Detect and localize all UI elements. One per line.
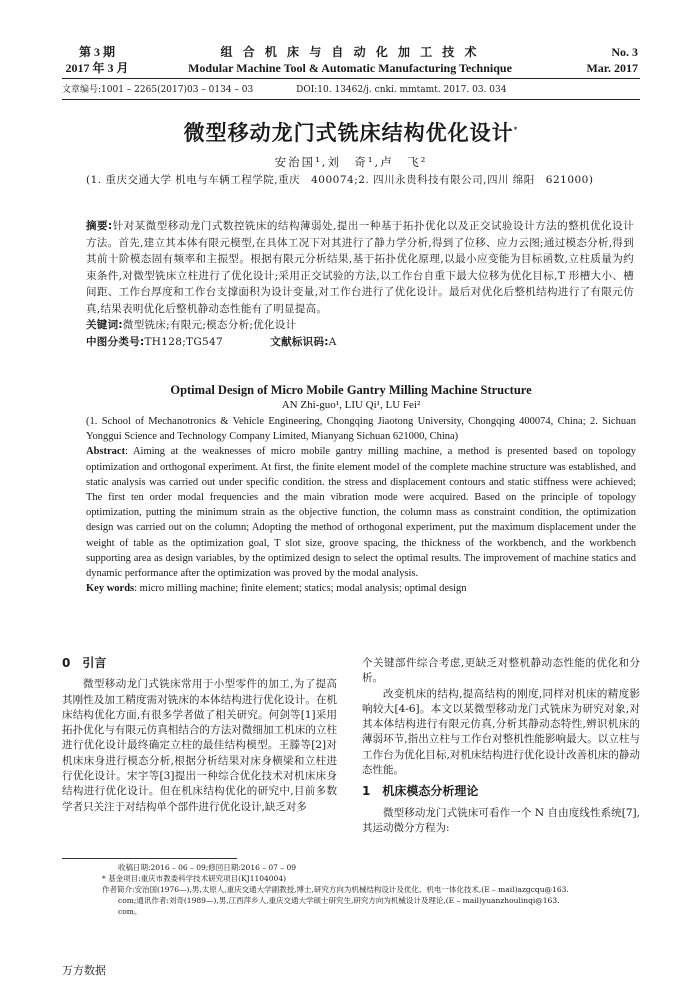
author-bio-continued: com;通讯作者:刘奇(1989—),男,江西萍乡人,重庆交通大学硕士研究生,研究方向为机械设计及理论,(E – mail)yuanzhoulinqi@163. — [118, 896, 560, 905]
header-rule — [62, 78, 640, 79]
issue-number-en: No. 3 — [611, 45, 638, 59]
affiliation-en: (1. School of Mechanotronics & Vehicle Engineering, Chongqing Jiaotong University, Chongqing 400074, China; 2. Sichuan Yonggui Science and Technology Company Limited, Mianyang Sichuan 621000, China) — [86, 416, 636, 443]
abstract-en-block — [86, 414, 636, 596]
section-0-paragraph: 微型移动龙门式铣床常用于小型零件的加工,为了提高其刚性及加工精度需对铣床的本体结构进行优化设计。在机床结构优化方面,有很多学者做了相关研究。何剑等[1]采用拓扑优化与有限元仿真相结合的方法对微细加工机床的立柱进行优化设计最终确定立柱的最佳结构模型。王滕等[2]对机床床身进行模态分析,根据分析结果对床身横梁和立柱进行优化设计。宋宇等[3]提出一种综合优化技术对机床床身结构进行优化设计。但在机床结构优化的研究中,目前多数学者只关注于对结构单个部件进行优化设计,缺乏对多 — [62, 678, 337, 813]
abstract-cn-block — [86, 218, 634, 350]
author-bio-continued-2: com。 — [118, 907, 142, 916]
doi: DOI:10. 13462/j. cnki. mmtamt. 2017. 03. 034 — [296, 85, 507, 95]
affiliation-cn: (1. 重庆交通大学 机电与车辆工程学院,重庆 400074;2. 四川永贵科技有限公司,四川 绵阳 621000) — [86, 174, 594, 186]
paragraph-2: 改变机床的结构,提高结构的刚度,同样对机床的精度影响较大[4-6]。本文以某微型移动龙门式铣床为研究对象,对其本体结构进行有限元仿真,分析其静动态特性,辨识机床的薄弱环节,指出立柱与工作台对整机性能影响最大。以立柱与工作台为优化目标,对机床结构进行优化设计改善机床的静动态性能。 — [362, 687, 640, 777]
section-0-heading: 0 引言 — [62, 656, 107, 670]
received-dates: 收稿日期:2016 – 06 – 09;修回日期:2016 – 07 – 09 — [118, 863, 296, 872]
authors-en: AN Zhi-guo¹, LIU Qi¹, LU Fei² — [281, 399, 421, 411]
article-number: 文章编号:1001 – 2265(2017)03 – 0134 – 03 — [62, 85, 254, 95]
authors-cn: 安治国¹,刘 奇¹,卢 飞² — [274, 155, 428, 169]
body-column-left — [62, 656, 337, 815]
title-footnote-mark: * — [513, 125, 519, 134]
article-meta — [62, 84, 640, 96]
watermark: 万方数据 — [62, 964, 106, 977]
body-column-right — [362, 656, 640, 836]
section-1-paragraph: 微型移动龙门式铣床可看作一个 N 自由度线性系统[7],其运动微分方程为: — [362, 806, 640, 834]
footnote-rule — [62, 858, 237, 859]
issue-number-cn: 第 3 期 — [78, 45, 115, 59]
section-1-heading: 1 机床模态分析理论 — [362, 784, 479, 799]
journal-name-en: Modular Machine Tool & Automatic Manufacturing Technique — [188, 61, 512, 75]
author-bio: 作者简介:安治国(1976—),男,太原人,重庆交通大学副教授,博士,研究方向为机械结构设计及优化、机电一体化技术,(E – mail)azgcqu@163. — [102, 885, 569, 894]
journal-header — [150, 44, 550, 76]
issue-date-cn: 2017 年 3 月 — [65, 61, 129, 75]
issue-info-right — [548, 44, 638, 76]
issue-date-en: Mar. 2017 — [586, 61, 638, 75]
keywords-en: Key words: micro milling machine; finite element; statics; modal analysis; optimal design — [86, 583, 467, 595]
issue-info-left — [62, 44, 132, 76]
abstract-cn: 摘要:针对某微型移动龙门式数控铣床的结构薄弱处,提出一种基于拓扑优化以及正交试验设计方法的整机优化设计方法。首先,建立其本体有限元模型,在具体工况下对其进行了静力学分析,得到了位移、应力云图;通过模态分析,得到其前十阶模态固有频率和主振型。根据有限元分析结果,基于拓扑优化原理,以最小应变能为目标函数,立柱质量为约束条件,对微型铣床立柱进行了优化设计;采用正交试验的方法,以工作台自重下最大位移为优化目标,T 形槽大小、槽间距、工作台厚度和工作台支撑面积为设计变量,对工作台进行了优化设计。最后对优化后整机结构进行了有限元仿真,结果表明优化后整机静动态性能有了明显提高。 — [86, 220, 634, 315]
fund-note: * 基金项目:重庆市教委科学技术研究项目(KJ1104004) — [102, 874, 287, 883]
paragraph-continued: 个关键部件综合考虑,更缺乏对整机静动态性能的优化和分析。 — [362, 657, 640, 685]
meta-rule — [62, 99, 640, 100]
paper-title-en: Optimal Design of Micro Mobile Gantry Milling Machine Structure — [170, 383, 532, 397]
abstract-en: Abstract: Aiming at the weaknesses of micro mobile gantry milling machine, a method is presented based on topology optimization and orthogonal experiment. At first, the finite element model of the complete machine structure was established, and static analysis was carried out under specific condition. the stress and displacement contours and static stiffness were achieved; The first ten order modal frequencies and the main vibration mode were acquired. Based on the principle of topology optimization, putting the minimum strain as the objective function, the column mass as constraint condition, the optimization design was carried out on the column; Adopting the method of orthogonal experiment, put the maximum displacement under the weight of table as the optimization goal, T slot size, groove spacing, the thickness of the workbench, and the workbench supporting area as design variables, by the optimized design to select the optimal results. The improvement of machine statics and dynamic performance after the optimization was proved by the modal analysis. — [86, 446, 636, 580]
footnotes — [62, 862, 640, 917]
keywords-cn: 关键词:微型铣床;有限元;模态分析;优化设计 — [86, 319, 297, 331]
paper-title-cn: 微型移动龙门式铣床结构优化设计* — [183, 120, 519, 145]
journal-name-cn: 组 合 机 床 与 自 动 化 加 工 技 术 — [220, 45, 480, 59]
classification-line: 中图分类号:TH128;TG547 文献标识码:A — [86, 335, 337, 348]
